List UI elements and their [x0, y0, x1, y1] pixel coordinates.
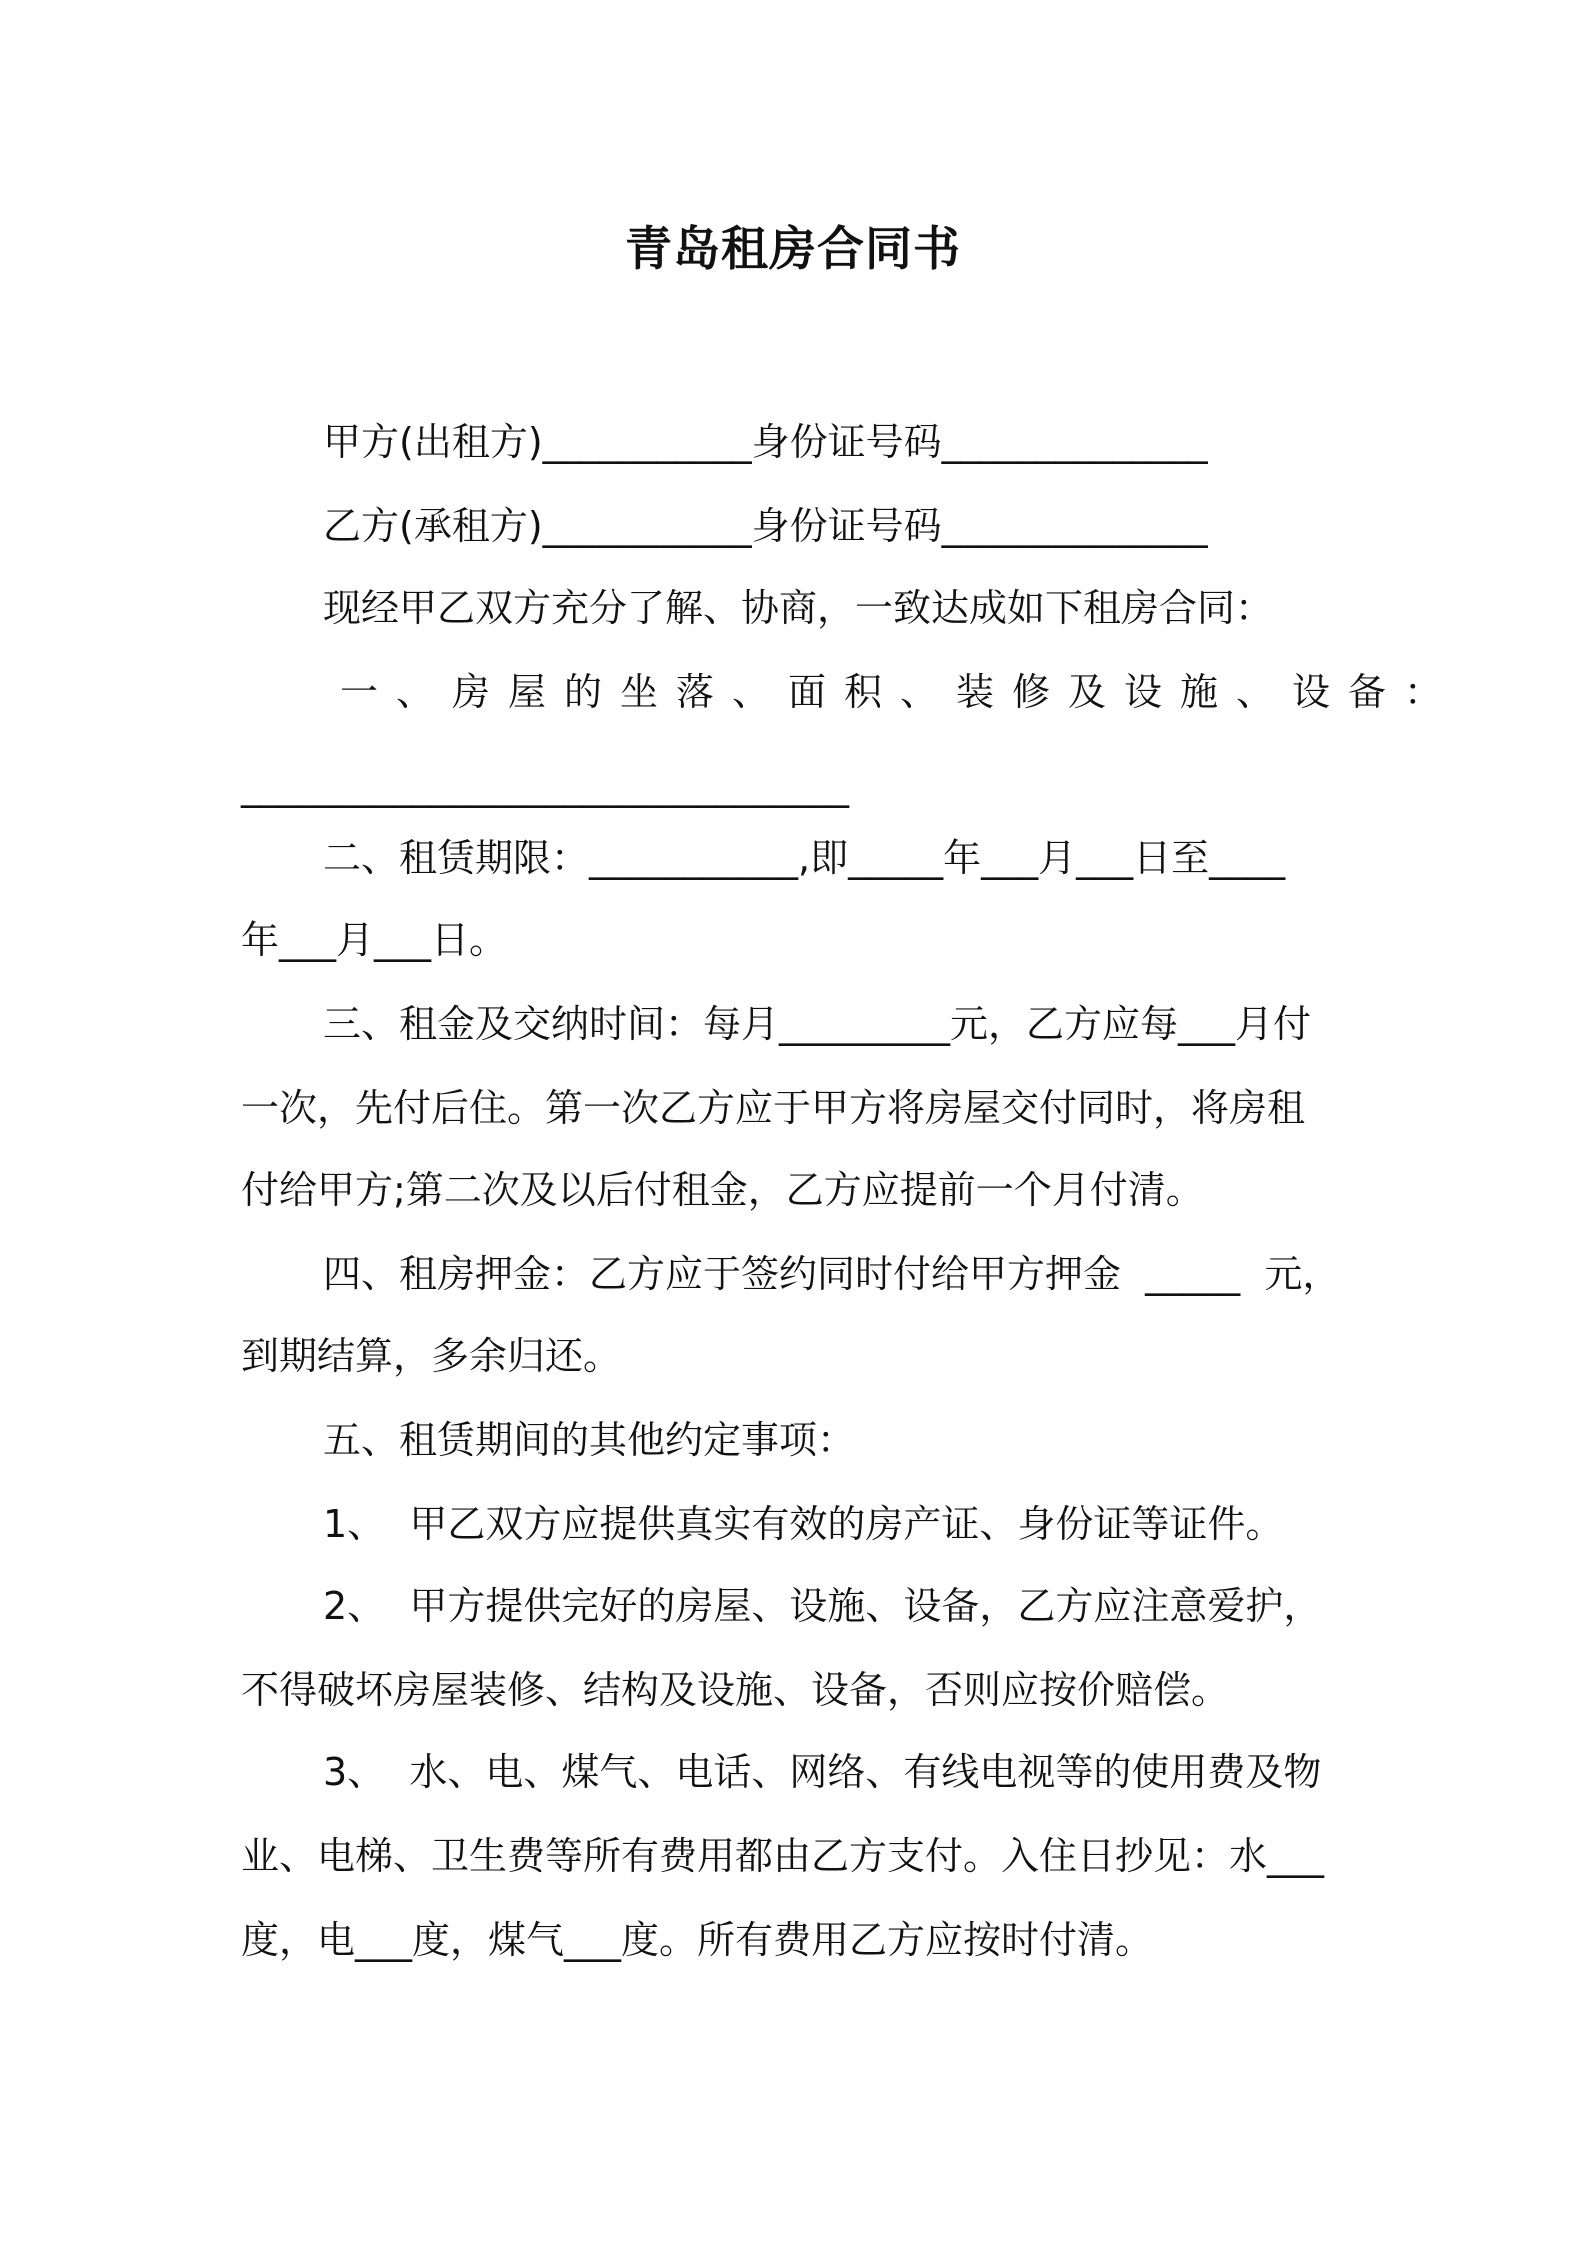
- clause-3-line-2: 一次，先付后住。第一次乙方应于甲方将房屋交付同时，将房租: [241, 1086, 1306, 1130]
- item-2-line-2: 不得破坏房屋装修、结构及设施、设备，否则应按价赔偿。: [241, 1668, 1230, 1712]
- item-1-line: 1、 甲乙双方应提供真实有效的房产证、身份证等证件。: [323, 1502, 1284, 1546]
- clause-1-heading: 一、房屋的坐落、面积、装修及设施、设备：: [340, 670, 1461, 714]
- item-3-line-2: 业、电梯、卫生费等所有费用都由乙方支付。入住日抄见：水___: [241, 1834, 1325, 1878]
- item-3-line-1: 3、 水、电、煤气、电话、网络、有线电视等的使用费及物: [323, 1750, 1322, 1794]
- clause-5-heading: 五、租赁期间的其他约定事项：: [323, 1418, 856, 1462]
- clause-3-line-1: 三、租金及交纳时间：每月_________元，乙方应每___月付: [323, 1002, 1312, 1046]
- clause-2-line-2: 年___月___日。: [241, 918, 508, 962]
- clause-1-blank: ________________________________: [241, 764, 849, 808]
- item-3-line-3: 度，电___度，煤气___度。所有费用乙方应按时付清。: [241, 1918, 1154, 1962]
- item-2-line-1: 2、 甲方提供完好的房屋、设施、设备，乙方应注意爱护，: [323, 1584, 1322, 1628]
- clause-4-line-2: 到期结算，多余归还。: [241, 1334, 622, 1378]
- party-a-line: 甲方(出租方)___________身份证号码______________: [323, 420, 1208, 464]
- clause-3-line-3: 付给甲方;第二次及以后付租金，乙方应提前一个月付清。: [241, 1168, 1204, 1212]
- intro-line: 现经甲乙双方充分了解、协商，一致达成如下租房合同：: [323, 586, 1274, 630]
- party-b-line: 乙方(承租方)___________身份证号码______________: [323, 504, 1208, 548]
- clause-4-line-1: 四、租房押金：乙方应于签约同时付给甲方押金 _____ 元，: [323, 1252, 1341, 1296]
- clause-2-line-1: 二、租赁期限：___________,即_____年___月___日至____: [323, 836, 1286, 880]
- document-title: 青岛租房合同书: [625, 222, 961, 277]
